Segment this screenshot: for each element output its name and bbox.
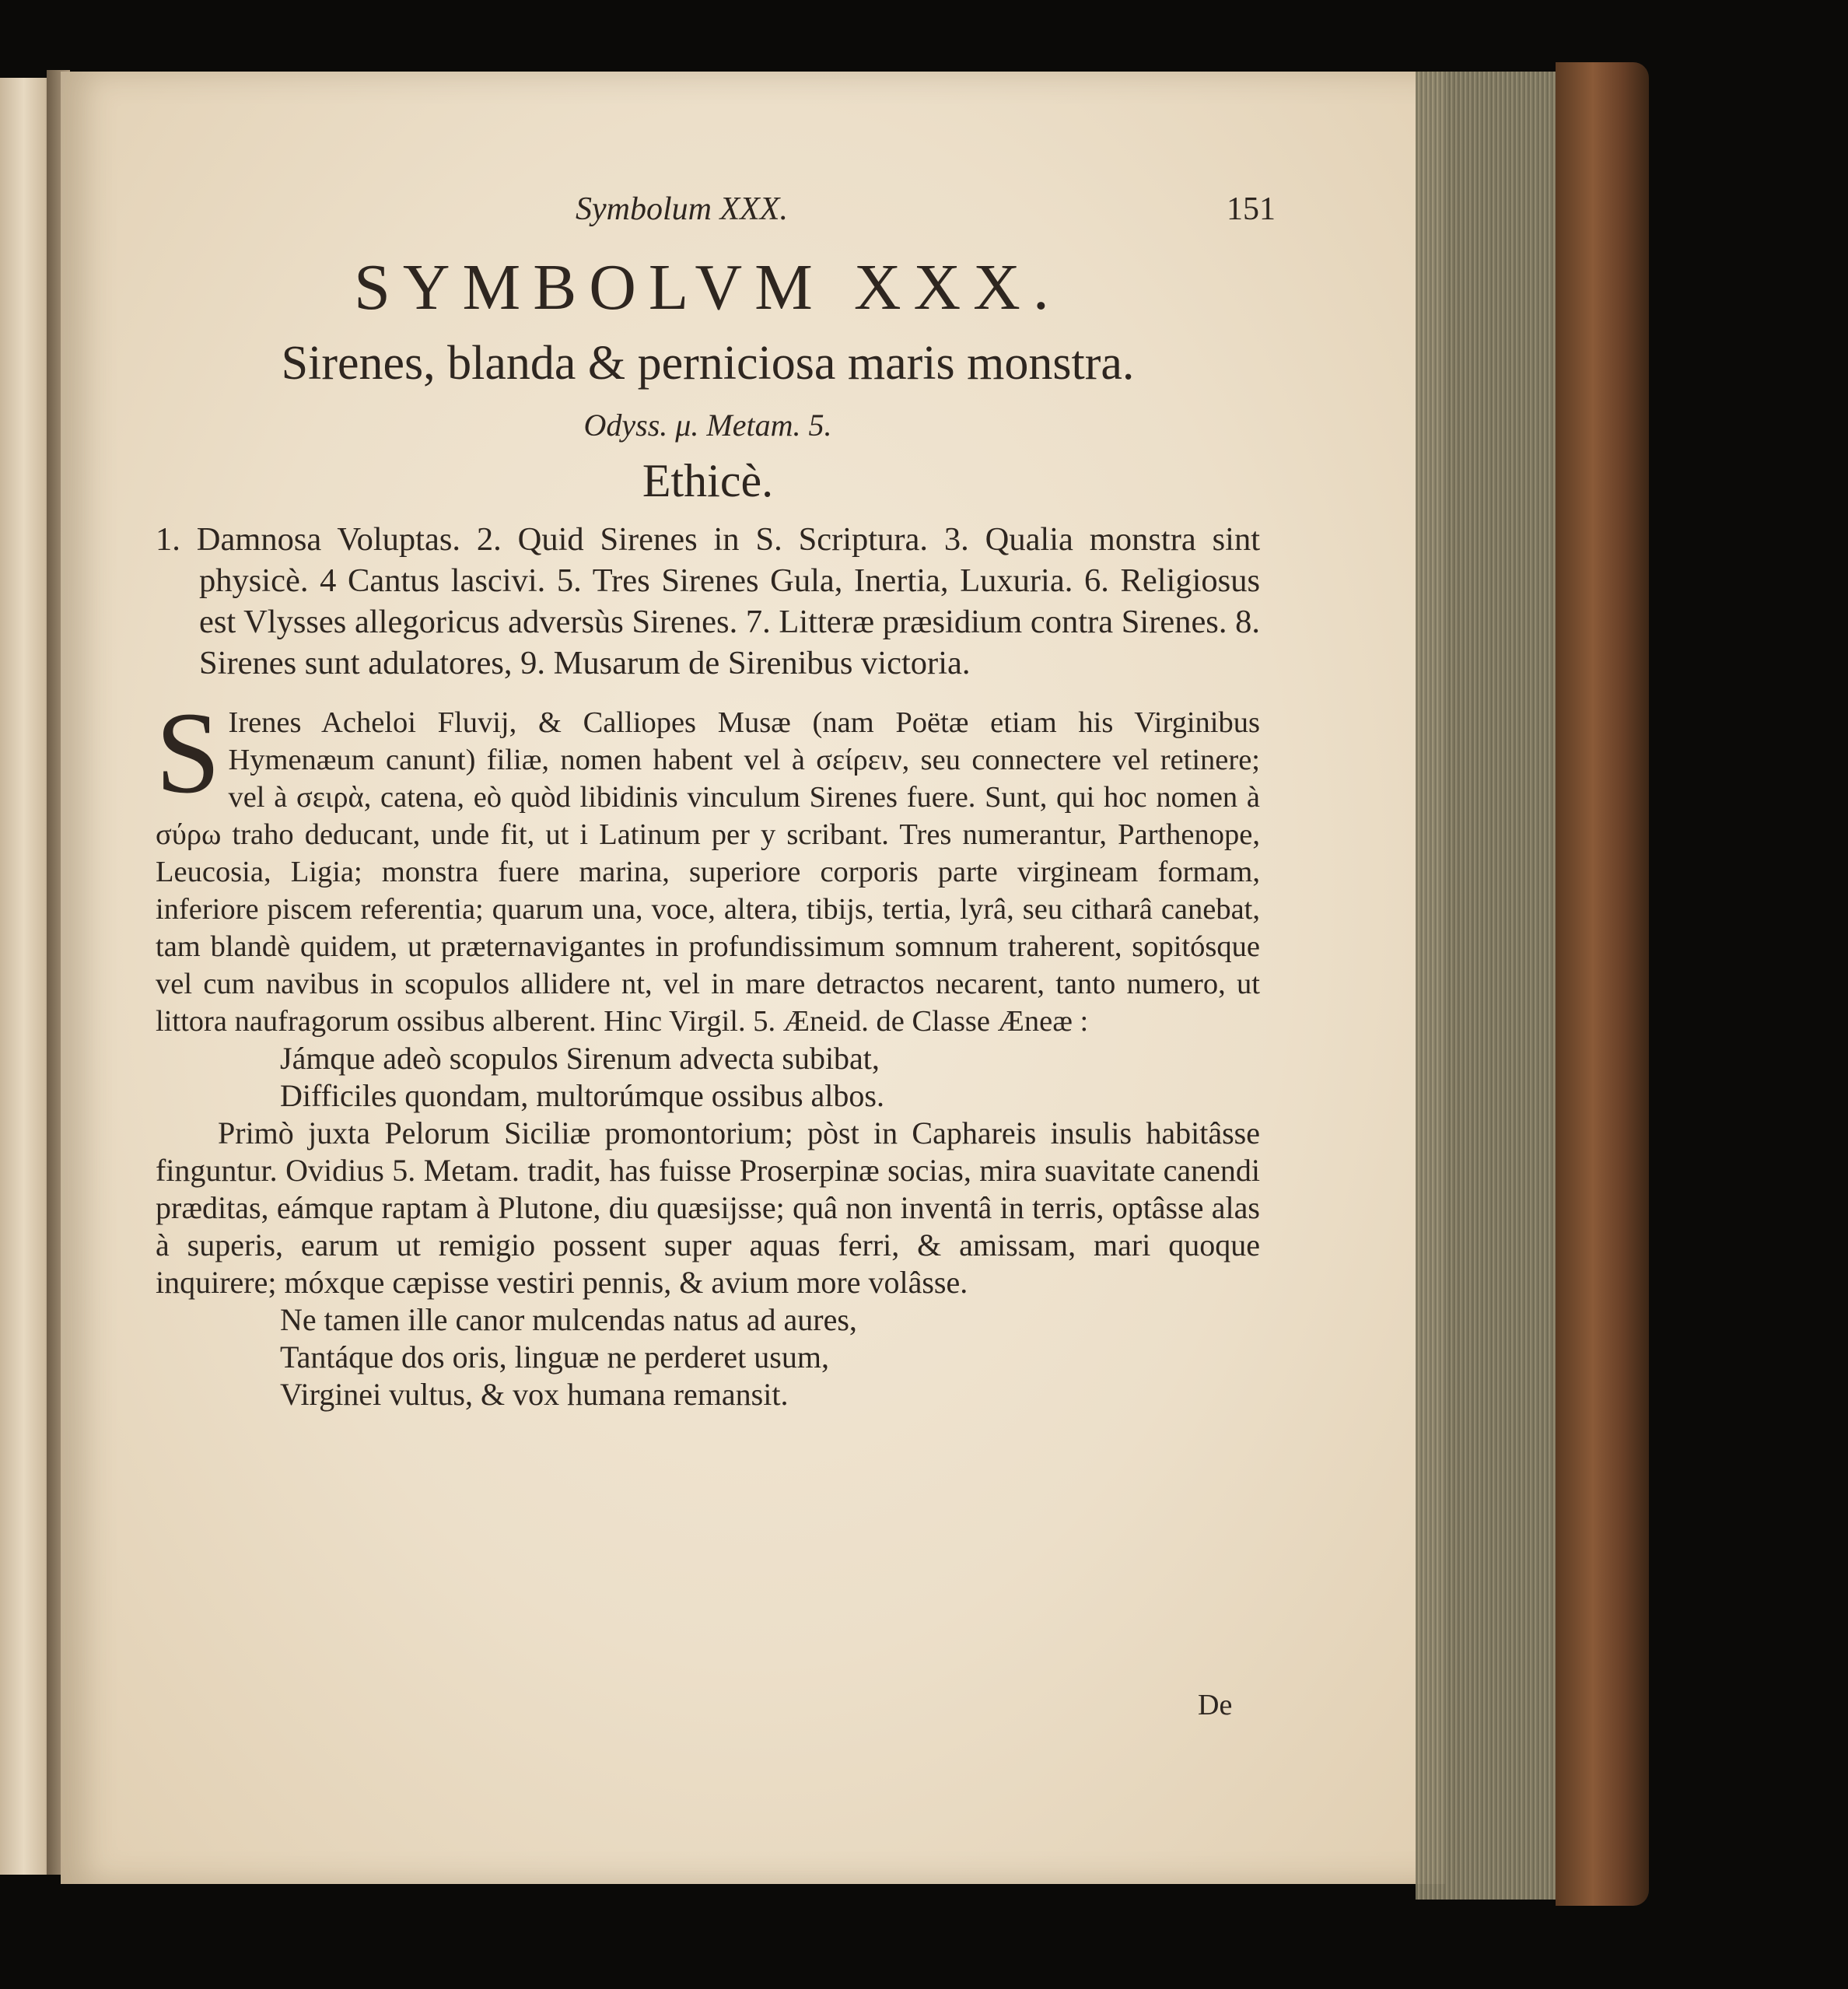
running-head-title: Symbolum XXX. (576, 191, 788, 227)
symbol-subtitle: Sirenes, blanda & perniciosa maris monstra. (281, 337, 1135, 390)
verse-line: Tantáque dos oris, linguæ ne perderet usum, (280, 1339, 829, 1374)
body-paragraph-1 (156, 688, 1260, 1040)
verse-line: Virginei vultus, & vox humana remansit. (280, 1377, 789, 1412)
paragraph-1-text: Irenes Acheloi Fluvij, & Calliopes Musæ (nam Poëtæ etiam his Virginibus Hymenæum canunt) filiæ, nomen habent vel à σείρειν, seu connectere vel retinere; vel à σειρὰ, catena, eò quòd libidinis vinculum Sirenes fuere. Sunt, qui hoc nomen à σύρω traho deducant, unde fit, ut i Latinum per y scribant. Tres numerantur, Parthenope, Leucosia, Ligia; monstra fuere marina, superiore corporis parte virgineam formam, inferiore piscem referentia; quarum una, voce, altera, tibijs, tertia, lyrâ, seu citharâ canebat, tam blandè quidem, ut præternavigantes in profundissimum somnum traherent, sopitósque vel cum navibus in scopulos allidere nt, vel in mare detractos necarent, tanto numero, ut littora naufragorum ossibus alberent. Hinc Virgil. 5. Æneid. de Classe Æneæ : (156, 706, 1260, 1038)
running-head (156, 191, 1276, 245)
facing-page-edge (0, 78, 53, 1875)
page-block-edge (1416, 72, 1579, 1900)
page-text (156, 191, 1276, 1413)
drop-cap: S (156, 688, 221, 818)
body-paragraph-2: Primò juxta Pelorum Siciliæ promontorium; pòst in Caphareis insulis habitâsse finguntur. Ovidius 5. Metam. tradit, has fuisse Proserpinæ socias, mira suavitate canendi præditas, eámque raptam à Plutone, diu quæsijsse; quâ non inventâ in terris, optâsse alas à superis, earum ut remigio possent super aquas ferri, & amissam, mari quoque inquirere; móxque cæpisse vestiri pennis, & avium more volâsse. (156, 1115, 1260, 1300)
source-reference: Odyss. μ. Metam. 5. (583, 408, 832, 443)
verse-line: Difficiles quondam, multorúmque ossibus albos. (280, 1078, 884, 1113)
section-heading: Ethicè. (642, 455, 774, 506)
summary-list: 1. Damnosa Voluptas. 2. Quid Sirenes in S. Scriptura. 3. Qualia monstra sint physicè. 4 Cantus lascivi. 5. Tres Sirenes Gula, Inertia, Luxuria. 6. Religiosus est Vlysses allegoricus adversùs Sirenes. 7. Litteræ præsidium contra Sirenes. 8. Sirenes sunt adulatores, 9. Musarum de Sirenibus victoria. (156, 521, 1260, 681)
page-number: 151 (1227, 191, 1276, 227)
leather-cover-edge (1556, 62, 1649, 1906)
verse-line: Jámque adeò scopulos Sirenum advecta subibat, (280, 1041, 880, 1076)
symbol-title: SYMBOLVM XXX. (354, 251, 1062, 324)
verse-line: Ne tamen ille canor mulcendas natus ad aures, (280, 1302, 857, 1337)
catchword: De (1198, 1689, 1233, 1721)
